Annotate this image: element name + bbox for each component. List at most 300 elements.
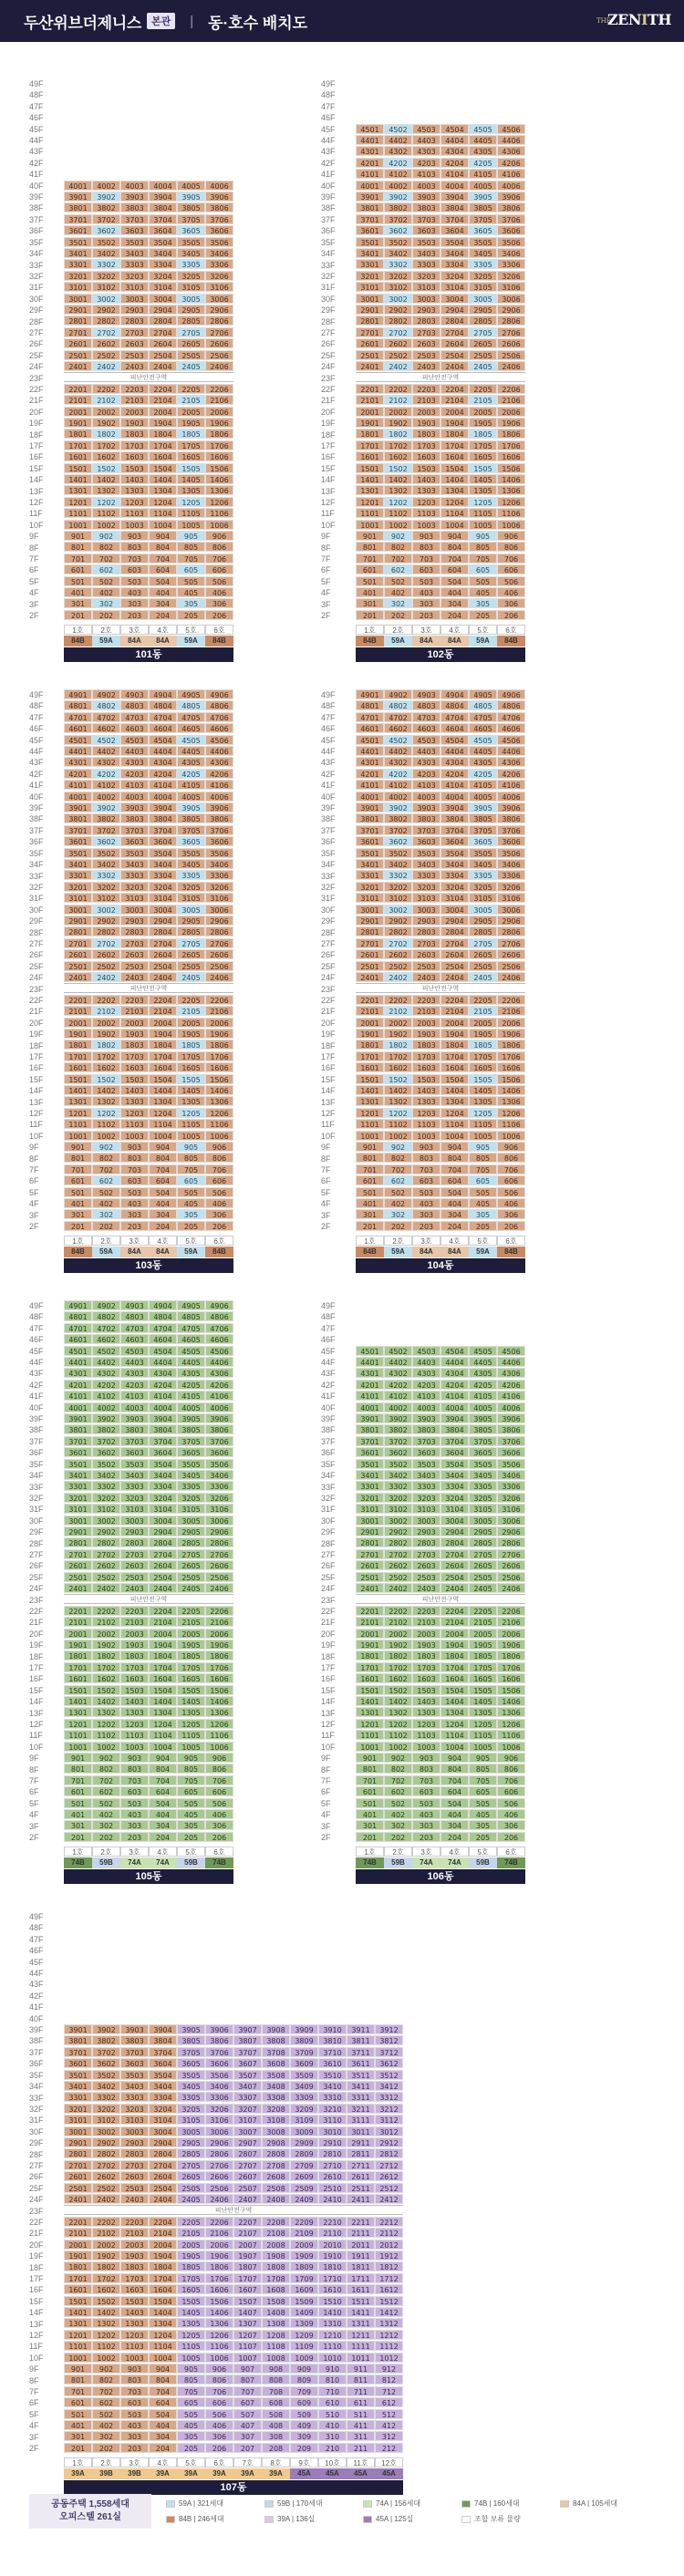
unit-cell[interactable]: 2510 — [318, 2183, 347, 2193]
unit-cell[interactable]: 3403 — [120, 859, 149, 869]
unit-cell[interactable]: 703 — [412, 553, 440, 564]
unit-cell[interactable]: 4006 — [205, 791, 233, 802]
unit-cell[interactable]: 4901 — [64, 1300, 92, 1310]
unit-cell[interactable]: 3206 — [497, 1493, 525, 1503]
unit-cell[interactable]: 2904 — [149, 916, 177, 926]
unit-cell[interactable]: 2504 — [149, 961, 177, 971]
unit-cell[interactable]: 505 — [177, 576, 205, 586]
unit-cell[interactable]: 3704 — [440, 214, 469, 224]
unit-cell[interactable]: 4405 — [469, 135, 497, 145]
unit-cell[interactable]: 4001 — [64, 791, 92, 802]
unit-cell[interactable]: 502 — [92, 1798, 120, 1808]
unit-cell[interactable]: 308 — [262, 2431, 290, 2441]
unit-cell[interactable]: 2509 — [290, 2183, 318, 2193]
unit-cell[interactable]: 3904 — [149, 2024, 177, 2034]
unit-cell[interactable]: 4605 — [177, 723, 205, 733]
unit-cell[interactable]: 1503 — [120, 2296, 149, 2306]
unit-cell[interactable]: 2801 — [356, 316, 384, 326]
unit-cell[interactable]: 2103 — [120, 1006, 149, 1016]
unit-cell[interactable]: 1505 — [469, 1074, 497, 1084]
unit-cell[interactable]: 509 — [290, 2409, 318, 2419]
unit-cell[interactable]: 3405 — [177, 859, 205, 869]
unit-cell[interactable]: 3901 — [64, 2024, 92, 2034]
unit-cell[interactable]: 1110 — [318, 2341, 347, 2351]
unit-cell[interactable]: 4205 — [469, 158, 497, 168]
unit-cell[interactable]: 2909 — [290, 2137, 318, 2147]
unit-cell[interactable]: 4505 — [469, 124, 497, 134]
unit-cell[interactable]: 406 — [205, 2420, 233, 2430]
unit-cell[interactable]: 1301 — [64, 2318, 92, 2328]
unit-cell[interactable]: 4801 — [64, 1311, 92, 1321]
unit-cell[interactable]: 2502 — [92, 961, 120, 971]
unit-cell[interactable]: 4203 — [412, 769, 440, 779]
unit-cell[interactable]: 910 — [318, 2364, 347, 2374]
unit-cell[interactable]: 4205 — [469, 1380, 497, 1390]
unit-cell[interactable]: 1604 — [149, 451, 177, 461]
unit-cell[interactable]: 510 — [318, 2409, 347, 2419]
unit-cell[interactable]: 1802 — [92, 1650, 120, 1660]
unit-cell[interactable]: 4206 — [497, 769, 525, 779]
unit-cell[interactable]: 3001 — [356, 905, 384, 915]
unit-cell[interactable]: 3401 — [356, 1470, 384, 1480]
unit-cell[interactable]: 1202 — [384, 497, 412, 507]
unit-cell[interactable]: 204 — [440, 1832, 469, 1842]
unit-cell[interactable]: 1303 — [412, 1707, 440, 1717]
unit-cell[interactable]: 2802 — [92, 1537, 120, 1547]
unit-cell[interactable]: 2405 — [177, 972, 205, 982]
unit-cell[interactable]: 3406 — [497, 859, 525, 869]
unit-cell[interactable]: 3803 — [120, 2035, 149, 2045]
unit-cell[interactable]: 2507 — [233, 2183, 262, 2193]
unit-cell[interactable]: 401 — [64, 1809, 92, 1819]
unit-cell[interactable]: 3505 — [469, 848, 497, 858]
unit-cell[interactable]: 2104 — [440, 395, 469, 405]
unit-cell[interactable]: 2704 — [149, 2160, 177, 2170]
unit-cell[interactable]: 3906 — [205, 1413, 233, 1423]
unit-cell[interactable]: 2606 — [497, 338, 525, 348]
unit-cell[interactable]: 506 — [497, 1187, 525, 1197]
unit-cell[interactable]: 701 — [64, 1164, 92, 1174]
unit-cell[interactable]: 1506 — [497, 1685, 525, 1695]
unit-cell[interactable]: 3005 — [177, 1516, 205, 1526]
unit-cell[interactable]: 3303 — [120, 870, 149, 880]
unit-cell[interactable]: 901 — [64, 1142, 92, 1152]
unit-cell[interactable]: 2802 — [92, 316, 120, 326]
unit-cell[interactable]: 706 — [497, 1164, 525, 1174]
unit-cell[interactable]: 4104 — [440, 169, 469, 179]
unit-cell[interactable]: 4105 — [177, 1391, 205, 1401]
unit-cell[interactable]: 3805 — [469, 202, 497, 212]
unit-cell[interactable]: 803 — [412, 1764, 440, 1774]
unit-cell[interactable]: 404 — [149, 1198, 177, 1208]
unit-cell[interactable]: 4206 — [497, 1380, 525, 1390]
unit-cell[interactable]: 3202 — [384, 882, 412, 892]
unit-cell[interactable]: 1212 — [375, 2330, 403, 2340]
unit-cell[interactable]: 606 — [497, 1175, 525, 1185]
unit-cell[interactable]: 304 — [149, 2431, 177, 2441]
unit-cell[interactable]: 3605 — [469, 836, 497, 846]
unit-cell[interactable]: 2103 — [120, 2228, 149, 2238]
unit-cell[interactable]: 3604 — [440, 225, 469, 235]
unit-cell[interactable]: 1502 — [92, 1074, 120, 1084]
unit-cell[interactable]: 1002 — [92, 1131, 120, 1141]
unit-cell[interactable]: 605 — [177, 1175, 205, 1185]
unit-cell[interactable]: 3103 — [412, 893, 440, 903]
unit-cell[interactable]: 1306 — [205, 2318, 233, 2328]
unit-cell[interactable]: 3807 — [233, 2035, 262, 2045]
unit-cell[interactable]: 3004 — [149, 1516, 177, 1526]
unit-cell[interactable]: 4304 — [149, 757, 177, 767]
unit-cell[interactable]: 4003 — [412, 181, 440, 191]
unit-cell[interactable]: 3903 — [412, 191, 440, 202]
unit-cell[interactable]: 2403 — [412, 972, 440, 982]
unit-cell[interactable]: 4906 — [497, 689, 525, 699]
unit-cell[interactable]: 1601 — [356, 1673, 384, 1683]
unit-cell[interactable]: 3710 — [318, 2047, 347, 2057]
unit-cell[interactable]: 906 — [205, 2364, 233, 2374]
unit-cell[interactable]: 912 — [375, 2364, 403, 2374]
unit-cell[interactable]: 1406 — [205, 1696, 233, 1706]
unit-cell[interactable]: 4001 — [356, 181, 384, 191]
unit-cell[interactable]: 706 — [205, 2386, 233, 2396]
unit-cell[interactable]: 4902 — [92, 1300, 120, 1310]
unit-cell[interactable]: 3411 — [347, 2081, 375, 2091]
unit-cell[interactable]: 3902 — [92, 191, 120, 202]
unit-cell[interactable]: 2806 — [205, 2148, 233, 2158]
unit-cell[interactable]: 3203 — [120, 2104, 149, 2114]
unit-cell[interactable]: 2403 — [412, 361, 440, 371]
unit-cell[interactable]: 3805 — [469, 813, 497, 823]
unit-cell[interactable]: 1303 — [120, 485, 149, 495]
unit-cell[interactable]: 205 — [177, 2443, 205, 2453]
unit-cell[interactable]: 3502 — [384, 237, 412, 247]
unit-cell[interactable]: 2406 — [205, 1583, 233, 1593]
unit-cell[interactable]: 2804 — [440, 316, 469, 326]
unit-cell[interactable]: 3611 — [347, 2058, 375, 2068]
unit-cell[interactable]: 1901 — [64, 1640, 92, 1650]
unit-cell[interactable]: 4506 — [497, 735, 525, 745]
unit-cell[interactable]: 3006 — [497, 1516, 525, 1526]
unit-cell[interactable]: 1005 — [177, 520, 205, 530]
unit-cell[interactable]: 1803 — [412, 1650, 440, 1660]
unit-cell[interactable]: 2202 — [92, 1606, 120, 1616]
unit-cell[interactable]: 2006 — [497, 1629, 525, 1639]
unit-cell[interactable]: 207 — [233, 2443, 262, 2453]
unit-cell[interactable]: 1409 — [290, 2307, 318, 2317]
unit-cell[interactable]: 3006 — [205, 2126, 233, 2136]
unit-cell[interactable]: 301 — [64, 598, 92, 608]
unit-cell[interactable]: 2402 — [384, 361, 412, 371]
unit-cell[interactable]: 1502 — [92, 463, 120, 473]
unit-cell[interactable]: 1301 — [64, 1096, 92, 1106]
unit-cell[interactable]: 306 — [497, 1820, 525, 1830]
unit-cell[interactable]: 1007 — [233, 2353, 262, 2363]
unit-cell[interactable]: 3802 — [92, 202, 120, 212]
unit-cell[interactable]: 1005 — [177, 1742, 205, 1752]
unit-cell[interactable]: 2901 — [64, 916, 92, 926]
unit-cell[interactable]: 2505 — [469, 350, 497, 360]
unit-cell[interactable]: 3001 — [64, 2126, 92, 2136]
unit-cell[interactable]: 3701 — [356, 1436, 384, 1446]
unit-cell[interactable]: 406 — [205, 1809, 233, 1819]
unit-cell[interactable]: 2605 — [469, 338, 497, 348]
unit-cell[interactable]: 3402 — [384, 859, 412, 869]
unit-cell[interactable]: 2505 — [177, 350, 205, 360]
unit-cell[interactable]: 3006 — [205, 294, 233, 304]
unit-cell[interactable]: 1103 — [412, 508, 440, 518]
unit-cell[interactable]: 4803 — [120, 700, 149, 710]
unit-cell[interactable]: 1203 — [120, 497, 149, 507]
unit-cell[interactable]: 3603 — [120, 836, 149, 846]
unit-cell[interactable]: 201 — [64, 1221, 92, 1231]
unit-cell[interactable]: 2206 — [205, 2217, 233, 2227]
unit-cell[interactable]: 2201 — [356, 1606, 384, 1616]
unit-cell[interactable]: 3304 — [149, 1481, 177, 1491]
unit-cell[interactable]: 3801 — [64, 813, 92, 823]
unit-cell[interactable]: 4301 — [356, 146, 384, 156]
unit-cell[interactable]: 1806 — [205, 1040, 233, 1050]
unit-cell[interactable]: 3703 — [120, 2047, 149, 2057]
unit-cell[interactable]: 2706 — [205, 327, 233, 337]
unit-cell[interactable]: 4203 — [412, 1380, 440, 1390]
unit-cell[interactable]: 3601 — [64, 836, 92, 846]
unit-cell[interactable]: 1006 — [497, 1131, 525, 1141]
unit-cell[interactable]: 202 — [384, 1832, 412, 1842]
unit-cell[interactable]: 3002 — [92, 2126, 120, 2136]
unit-cell[interactable]: 2701 — [64, 1549, 92, 1559]
unit-cell[interactable]: 3407 — [233, 2081, 262, 2091]
unit-cell[interactable]: 3605 — [177, 225, 205, 235]
unit-cell[interactable]: 1305 — [469, 1707, 497, 1717]
unit-cell[interactable]: 1309 — [290, 2318, 318, 2328]
unit-cell[interactable]: 1403 — [120, 1696, 149, 1706]
unit-cell[interactable]: 1105 — [177, 508, 205, 518]
unit-cell[interactable]: 3105 — [177, 2115, 205, 2125]
unit-cell[interactable]: 3508 — [262, 2070, 290, 2080]
unit-cell[interactable]: 3708 — [262, 2047, 290, 2057]
unit-cell[interactable]: 2110 — [318, 2228, 347, 2238]
unit-cell[interactable]: 905 — [177, 1753, 205, 1763]
unit-cell[interactable]: 3504 — [149, 1459, 177, 1469]
unit-cell[interactable]: 2010 — [318, 2240, 347, 2250]
unit-cell[interactable]: 4102 — [92, 780, 120, 790]
unit-cell[interactable]: 402 — [92, 1809, 120, 1819]
unit-cell[interactable]: 3001 — [64, 905, 92, 915]
unit-cell[interactable]: 1403 — [412, 1085, 440, 1095]
unit-cell[interactable]: 305 — [177, 2431, 205, 2441]
unit-cell[interactable]: 409 — [290, 2420, 318, 2430]
unit-cell[interactable]: 1906 — [205, 2250, 233, 2260]
unit-cell[interactable]: 2905 — [177, 1526, 205, 1536]
unit-cell[interactable]: 602 — [384, 1786, 412, 1796]
unit-cell[interactable]: 4201 — [64, 1380, 92, 1390]
unit-cell[interactable]: 805 — [469, 1764, 497, 1774]
unit-cell[interactable]: 601 — [356, 1786, 384, 1796]
unit-cell[interactable]: 801 — [356, 1764, 384, 1774]
unit-cell[interactable]: 3805 — [177, 1424, 205, 1434]
unit-cell[interactable]: 1702 — [92, 440, 120, 450]
unit-cell[interactable]: 2103 — [412, 1617, 440, 1627]
unit-cell[interactable]: 2201 — [64, 2217, 92, 2227]
unit-cell[interactable]: 1404 — [440, 1085, 469, 1095]
unit-cell[interactable]: 3104 — [149, 893, 177, 903]
unit-cell[interactable]: 1805 — [177, 1040, 205, 1050]
unit-cell[interactable]: 304 — [149, 1820, 177, 1830]
unit-cell[interactable]: 4006 — [205, 1402, 233, 1412]
unit-cell[interactable]: 4104 — [149, 1391, 177, 1401]
unit-cell[interactable]: 4102 — [384, 1391, 412, 1401]
unit-cell[interactable]: 2802 — [92, 2148, 120, 2158]
unit-cell[interactable]: 2401 — [64, 1583, 92, 1593]
unit-cell[interactable]: 2702 — [92, 2160, 120, 2170]
unit-cell[interactable]: 3202 — [92, 1493, 120, 1503]
unit-cell[interactable]: 3304 — [440, 870, 469, 880]
unit-cell[interactable]: 1402 — [92, 474, 120, 484]
unit-cell[interactable]: 4703 — [120, 712, 149, 722]
unit-cell[interactable]: 1506 — [205, 1685, 233, 1695]
unit-cell[interactable]: 4603 — [120, 1334, 149, 1344]
unit-cell[interactable]: 3104 — [149, 1504, 177, 1514]
unit-cell[interactable]: 403 — [120, 1198, 149, 1208]
unit-cell[interactable]: 3606 — [205, 225, 233, 235]
unit-cell[interactable]: 1605 — [177, 1673, 205, 1683]
unit-cell[interactable]: 3311 — [347, 2092, 375, 2102]
unit-cell[interactable]: 2410 — [318, 2194, 347, 2204]
unit-cell[interactable]: 3602 — [92, 2058, 120, 2068]
unit-cell[interactable]: 3305 — [177, 870, 205, 880]
unit-cell[interactable]: 1901 — [356, 1640, 384, 1650]
unit-cell[interactable]: 3705 — [177, 2047, 205, 2057]
unit-cell[interactable]: 3510 — [318, 2070, 347, 2080]
unit-cell[interactable]: 3004 — [440, 905, 469, 915]
unit-cell[interactable]: 3101 — [64, 893, 92, 903]
unit-cell[interactable]: 2911 — [347, 2137, 375, 2147]
unit-cell[interactable]: 4405 — [469, 1357, 497, 1367]
unit-cell[interactable]: 4106 — [497, 1391, 525, 1401]
unit-cell[interactable]: 405 — [177, 1198, 205, 1208]
unit-cell[interactable]: 1201 — [64, 497, 92, 507]
unit-cell[interactable]: 705 — [177, 553, 205, 564]
unit-cell[interactable]: 2604 — [149, 338, 177, 348]
unit-cell[interactable]: 903 — [120, 1753, 149, 1763]
unit-cell[interactable]: 1703 — [120, 2273, 149, 2283]
unit-cell[interactable]: 2503 — [412, 1572, 440, 1582]
unit-cell[interactable]: 3409 — [290, 2081, 318, 2091]
unit-cell[interactable]: 2204 — [149, 995, 177, 1005]
unit-cell[interactable]: 3806 — [205, 2035, 233, 2045]
unit-cell[interactable]: 2806 — [205, 1537, 233, 1547]
unit-cell[interactable]: 2005 — [177, 2240, 205, 2250]
unit-cell[interactable]: 4603 — [412, 723, 440, 733]
unit-cell[interactable]: 1111 — [347, 2341, 375, 2351]
unit-cell[interactable]: 2001 — [64, 2240, 92, 2250]
unit-cell[interactable]: 3702 — [92, 825, 120, 835]
unit-cell[interactable]: 3901 — [64, 1413, 92, 1423]
unit-cell[interactable]: 2209 — [290, 2217, 318, 2227]
unit-cell[interactable]: 3608 — [262, 2058, 290, 2068]
unit-cell[interactable]: 3211 — [347, 2104, 375, 2114]
unit-cell[interactable]: 3705 — [469, 214, 497, 224]
unit-cell[interactable]: 3003 — [412, 294, 440, 304]
unit-cell[interactable]: 2404 — [149, 2194, 177, 2204]
unit-cell[interactable]: 2606 — [205, 1560, 233, 1570]
unit-cell[interactable]: 801 — [356, 1153, 384, 1163]
unit-cell[interactable]: 504 — [440, 1187, 469, 1197]
unit-cell[interactable]: 603 — [120, 564, 149, 574]
unit-cell[interactable]: 3201 — [64, 271, 92, 281]
unit-cell[interactable]: 3402 — [92, 1470, 120, 1480]
unit-cell[interactable]: 3905 — [177, 2024, 205, 2034]
unit-cell[interactable]: 802 — [92, 542, 120, 552]
unit-cell[interactable]: 1809 — [290, 2261, 318, 2271]
unit-cell[interactable]: 507 — [233, 2409, 262, 2419]
unit-cell[interactable]: 306 — [205, 1820, 233, 1830]
unit-cell[interactable]: 4404 — [149, 1357, 177, 1367]
unit-cell[interactable]: 3102 — [92, 1504, 120, 1514]
unit-cell[interactable]: 1503 — [412, 1074, 440, 1084]
unit-cell[interactable]: 4703 — [412, 712, 440, 722]
unit-cell[interactable]: 1807 — [233, 2261, 262, 2271]
unit-cell[interactable]: 403 — [120, 1809, 149, 1819]
unit-cell[interactable]: 2204 — [440, 1606, 469, 1616]
unit-cell[interactable]: 3606 — [205, 1447, 233, 1457]
unit-cell[interactable]: 806 — [205, 1764, 233, 1774]
unit-cell[interactable]: 3910 — [318, 2024, 347, 2034]
unit-cell[interactable]: 2405 — [177, 361, 205, 371]
unit-cell[interactable]: 704 — [440, 1164, 469, 1174]
unit-cell[interactable]: 3206 — [497, 271, 525, 281]
unit-cell[interactable]: 501 — [356, 1187, 384, 1197]
unit-cell[interactable]: 506 — [497, 576, 525, 586]
unit-cell[interactable]: 1804 — [149, 2261, 177, 2271]
unit-cell[interactable]: 3906 — [205, 802, 233, 812]
unit-cell[interactable]: 4402 — [384, 135, 412, 145]
unit-cell[interactable]: 3904 — [440, 1413, 469, 1423]
unit-cell[interactable]: 2105 — [177, 1617, 205, 1627]
unit-cell[interactable]: 4705 — [177, 1323, 205, 1333]
unit-cell[interactable]: 2005 — [177, 1018, 205, 1028]
unit-cell[interactable]: 2104 — [440, 1617, 469, 1627]
unit-cell[interactable]: 2901 — [64, 2137, 92, 2147]
unit-cell[interactable]: 1603 — [412, 1673, 440, 1683]
unit-cell[interactable]: 4104 — [440, 780, 469, 790]
unit-cell[interactable]: 3204 — [149, 2104, 177, 2114]
unit-cell[interactable]: 503 — [412, 1187, 440, 1197]
unit-cell[interactable]: 2803 — [412, 316, 440, 326]
unit-cell[interactable]: 2502 — [92, 2183, 120, 2193]
unit-cell[interactable]: 3811 — [347, 2035, 375, 2045]
unit-cell[interactable]: 4202 — [384, 769, 412, 779]
unit-cell[interactable]: 3801 — [64, 1424, 92, 1434]
unit-cell[interactable]: 1802 — [384, 1040, 412, 1050]
unit-cell[interactable]: 4904 — [149, 1300, 177, 1310]
unit-cell[interactable]: 806 — [497, 1153, 525, 1163]
unit-cell[interactable]: 1401 — [64, 1696, 92, 1706]
unit-cell[interactable]: 4406 — [497, 135, 525, 145]
unit-cell[interactable]: 4302 — [92, 757, 120, 767]
unit-cell[interactable]: 907 — [233, 2364, 262, 2374]
unit-cell[interactable]: 1408 — [262, 2307, 290, 2317]
unit-cell[interactable]: 2006 — [497, 407, 525, 417]
unit-cell[interactable]: 203 — [120, 1221, 149, 1231]
unit-cell[interactable]: 4105 — [469, 1391, 497, 1401]
unit-cell[interactable]: 4604 — [149, 1334, 177, 1344]
unit-cell[interactable]: 4101 — [64, 1391, 92, 1401]
unit-cell[interactable]: 404 — [149, 1809, 177, 1819]
unit-cell[interactable]: 1102 — [92, 2341, 120, 2351]
unit-cell[interactable]: 706 — [497, 553, 525, 564]
unit-cell[interactable]: 302 — [384, 598, 412, 608]
